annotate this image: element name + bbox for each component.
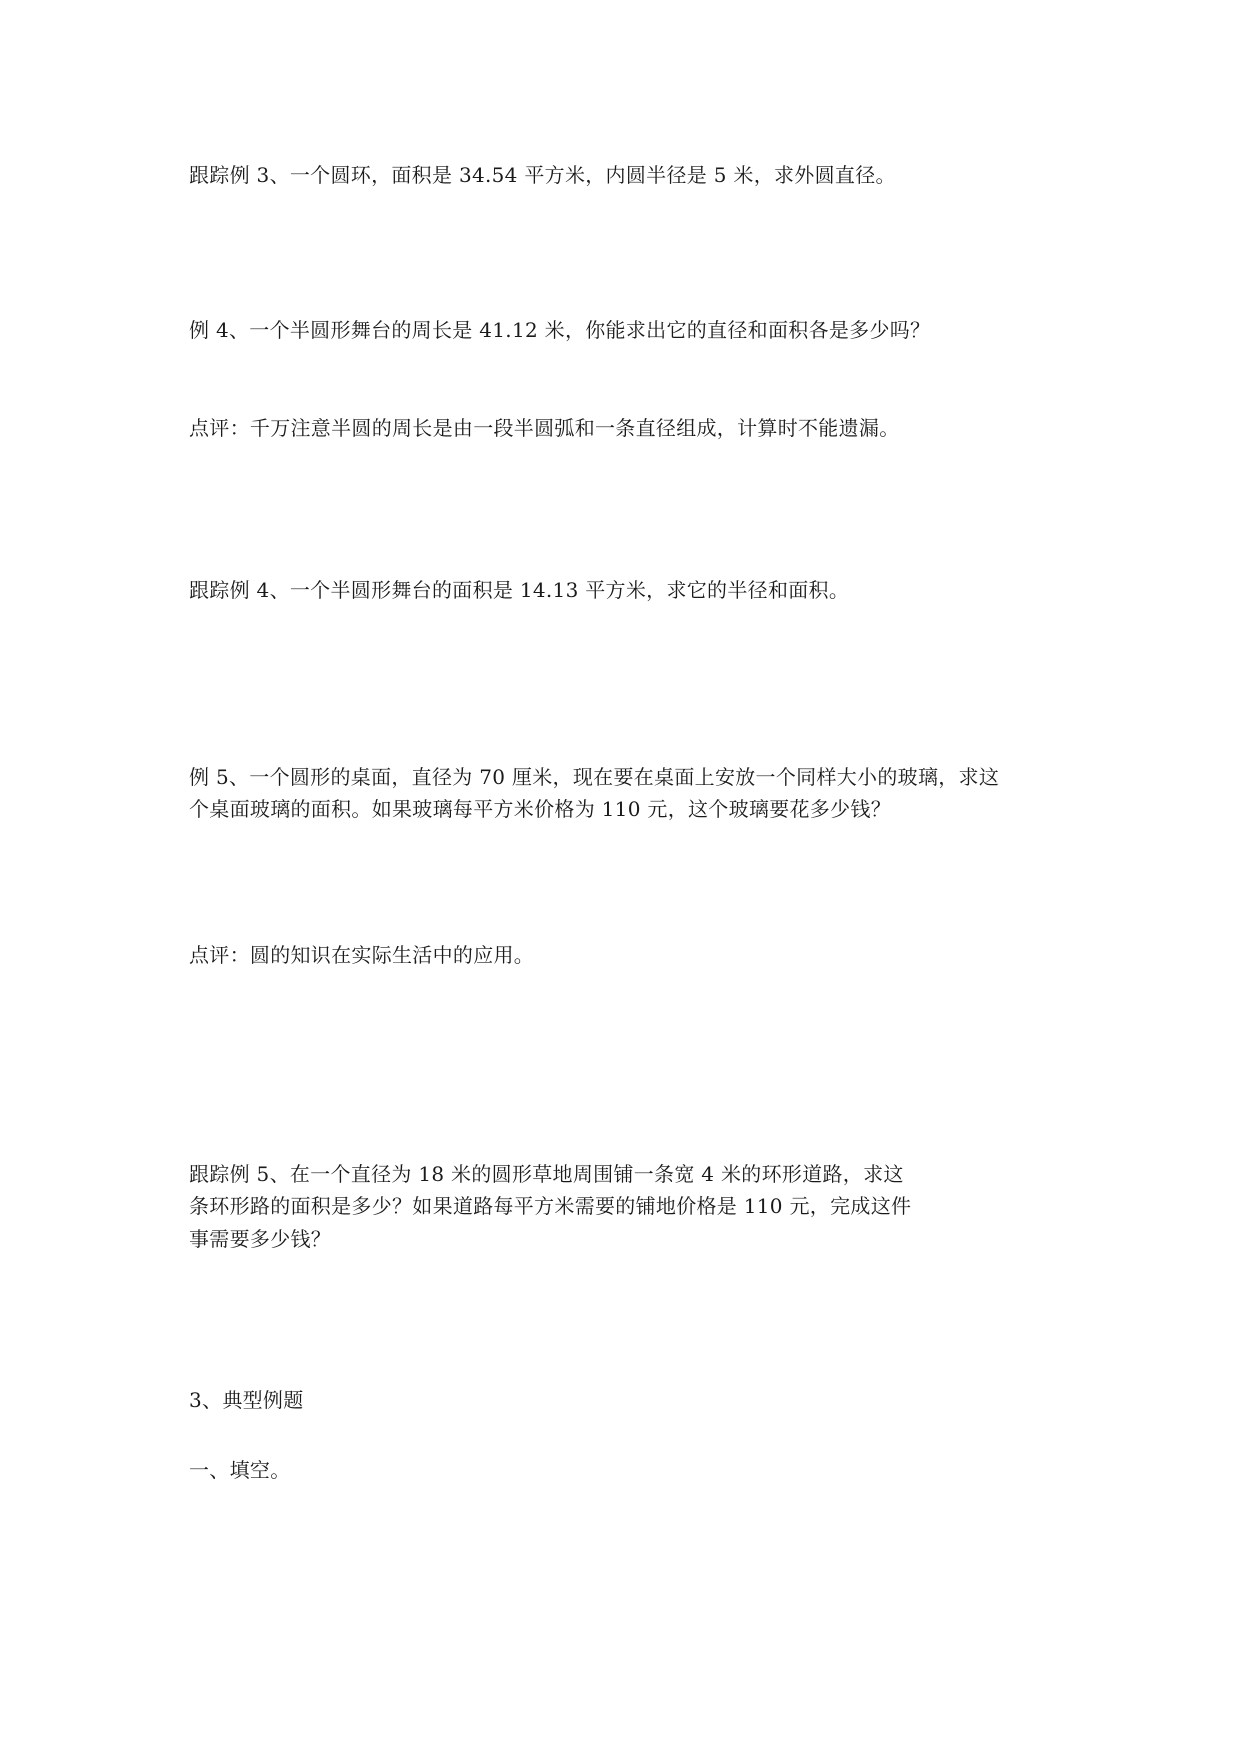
track-example-5-line-1: 跟踪例 5、在一个直径为 18 米的圆形草地周围铺一条宽 4 米的环形道路，求这 (189, 1162, 904, 1186)
track-example-5-line-3: 事需要多少钱？ (189, 1227, 332, 1251)
example-5-line-1: 例 5、一个圆形的桌面，直径为 70 厘米，现在要在桌面上安放一个同样大小的玻璃，求这 (189, 765, 1000, 789)
comment-example-4: 点评：千万注意半圆的周长是由一段半圆弧和一条直径组成，计算时不能遗漏。 (189, 416, 900, 440)
track-example-3: 跟踪例 3、一个圆环，面积是 34.54 平方米，内圆半径是 5 米，求外圆直径。 (189, 163, 896, 187)
example-4: 例 4、一个半圆形舞台的周长是 41.12 米，你能求出它的直径和面积各是多少吗？ (189, 318, 931, 342)
track-example-4: 跟踪例 4、一个半圆形舞台的面积是 14.13 平方米，求它的半径和面积。 (189, 578, 850, 602)
track-example-5-line-2: 条环形路的面积是多少？如果道路每平方米需要的铺地价格是 110 元，完成这件 (189, 1194, 912, 1218)
section-fill-in-blank: 一、填空。 (189, 1458, 291, 1482)
section-heading-typical-examples: 3、典型例题 (189, 1388, 304, 1412)
comment-example-5: 点评：圆的知识在实际生活中的应用。 (189, 943, 535, 967)
example-5-line-2: 个桌面玻璃的面积。如果玻璃每平方米价格为 110 元，这个玻璃要花多少钱？ (189, 797, 891, 821)
